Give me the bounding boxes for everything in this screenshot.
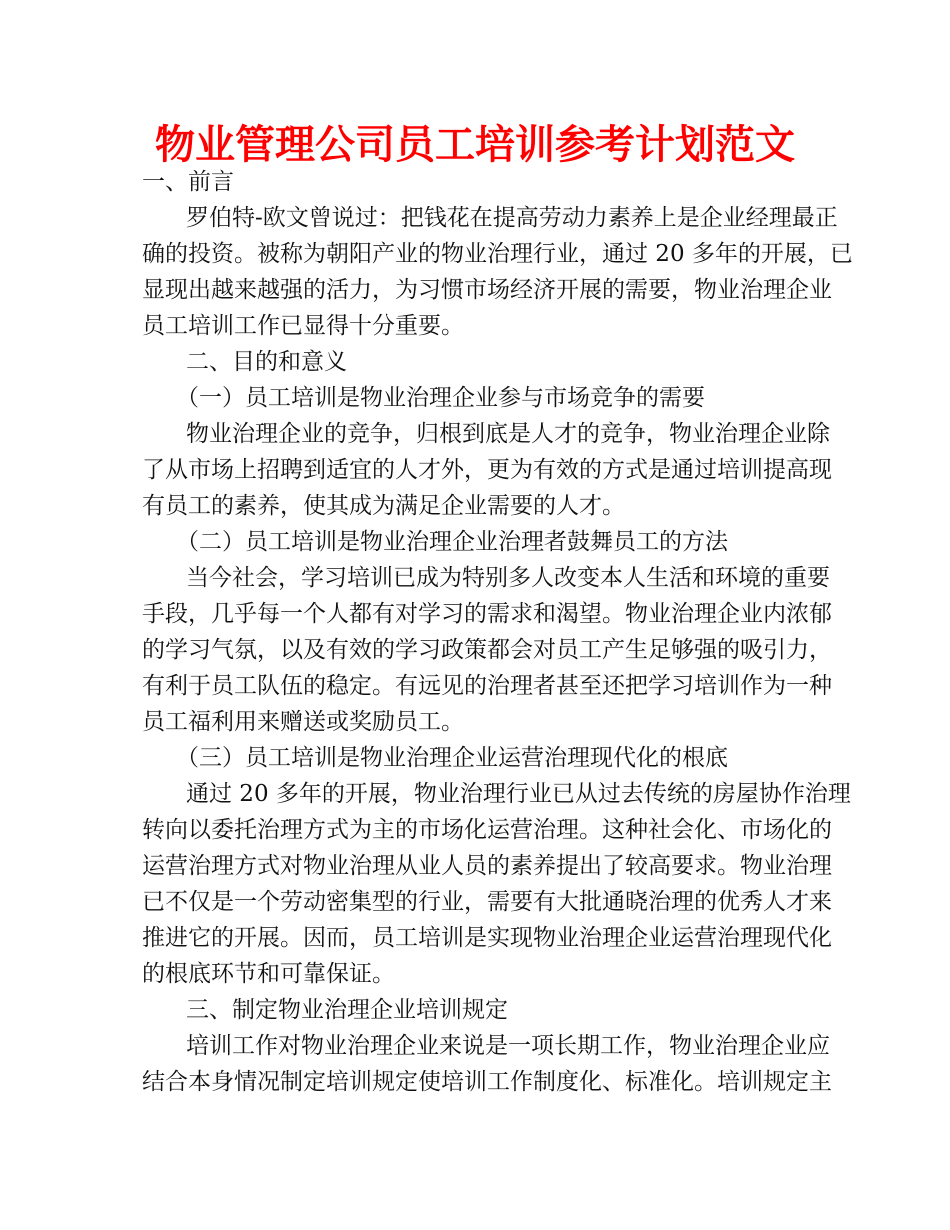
paragraph-line: 运营治理方式对物业治理从业人员的素养提出了较高要求。物业治理 [142, 853, 832, 879]
paragraph-line: 物业治理企业的竞争，归根到底是人才的竞争，物业治理企业除 [186, 421, 830, 447]
paragraph-line: 当今社会，学习培训已成为特别多人改变本人生活和环境的重要 [186, 565, 830, 591]
paragraph-line: 罗伯特-欧文曾说过：把钱花在提高劳动力素养上是企业经理最正 [186, 205, 838, 231]
subheading-3: （三）员工培训是物业治理企业运营治理现代化的根底 [176, 745, 728, 771]
paragraph-line: 转向以委托治理方式为主的市场化运营治理。这种社会化、市场化的 [142, 817, 832, 843]
paragraph-line: 员工福利用来赠送或奖励员工。 [142, 709, 464, 735]
paragraph-line: 通过 20 多年的开展，物业治理行业已从过去传统的房屋协作治理 [186, 781, 851, 807]
subheading-1: （一）员工培训是物业治理企业参与市场竞争的需要 [176, 385, 705, 411]
paragraph-line: 结合本身情况制定培训规定使培训工作制度化、标准化。培训规定主 [142, 1069, 832, 1095]
paragraph-line: 确的投资。被称为朝阳产业的物业治理行业，通过 20 多年的开展，已 [142, 241, 853, 267]
paragraph-line: 的根底环节和可靠保证。 [142, 961, 395, 987]
section-heading-purpose: 二、目的和意义 [186, 349, 347, 375]
section-heading-rules: 三、制定物业治理企业培训规定 [186, 997, 508, 1023]
subheading-2: （二）员工培训是物业治理企业治理者鼓舞员工的方法 [176, 529, 728, 555]
paragraph-line: 显现出越来越强的活力，为习惯市场经济开展的需要，物业治理企业 [142, 277, 832, 303]
document-title: 物业管理公司员工培训参考计划范文 [155, 122, 795, 168]
section-heading-preface: 一、前言 [142, 169, 234, 195]
paragraph-line: 有利于员工队伍的稳定。有远见的治理者甚至还把学习培训作为一种 [142, 673, 832, 699]
paragraph-line: 推进它的开展。因而，员工培训是实现物业治理企业运营治理现代化 [142, 925, 832, 951]
paragraph-line: 有员工的素养，使其成为满足企业需要的人才。 [142, 493, 625, 519]
paragraph-line: 手段，几乎每一个人都有对学习的需求和渴望。物业治理企业内浓郁 [142, 601, 832, 627]
paragraph-line: 了从市场上招聘到适宜的人才外，更为有效的方式是通过培训提高现 [142, 457, 832, 483]
paragraph-line: 已不仅是一个劳动密集型的行业，需要有大批通晓治理的优秀人才来 [142, 889, 832, 915]
paragraph-line: 员工培训工作已显得十分重要。 [142, 313, 464, 339]
paragraph-line: 的学习气氛，以及有效的学习政策都会对员工产生足够强的吸引力， [142, 637, 832, 663]
paragraph-line: 培训工作对物业治理企业来说是一项长期工作，物业治理企业应 [186, 1033, 830, 1059]
